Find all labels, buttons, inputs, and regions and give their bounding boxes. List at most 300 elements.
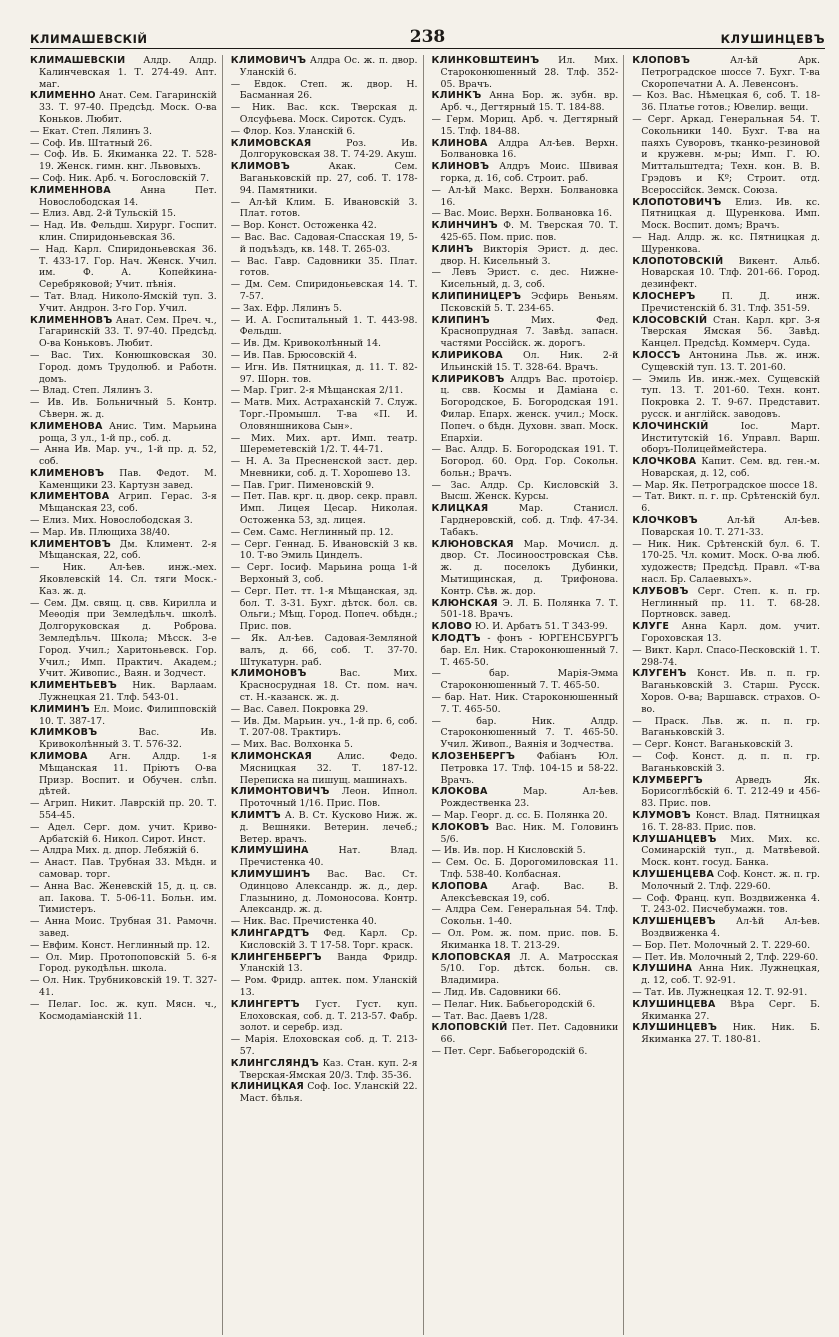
entry-details: Ал-ѣй Ал-ѣев. Поварская 10. Т. 271-33. — [641, 515, 820, 538]
directory-sub-entry — [632, 114, 820, 197]
entry-details: Анна Карл. дом. учит. Гороховская 13. — [641, 621, 820, 645]
directory-entry — [432, 539, 619, 598]
directory-entry — [632, 315, 820, 350]
entry-details: Соф. Ник. Арб. ч. Богословскій 7. — [42, 172, 210, 184]
entry-details: Соф. Ив. Штатный 26. — [42, 137, 153, 149]
directory-entry — [30, 491, 217, 515]
entry-details: Каз. Стан. куп. 2-я Тверская-Ямская 20/3. Тлф. 35-36. — [239, 1057, 418, 1081]
directory-entry — [30, 539, 217, 563]
directory-entry — [432, 621, 619, 633]
entry-details: Анна Моис. Трубная 31. Рамочн. завед. — [39, 916, 217, 939]
entry-details: Э. Л. Б. Полянка 7. Т. 501-18. Врачъ. — [440, 597, 619, 621]
entry-details: Флор. Коз. Уланскій 6. — [243, 125, 356, 137]
entry-details: Вас. Мих. Красносрудная 18. Ст. пом. нач. ст. Н.-казанск. ж. д. — [239, 668, 418, 704]
entry-details: Пелаг. Іос. ж. куп. Мясн. ч., Космодаміанскій 11. — [39, 998, 217, 1022]
directory-entry — [30, 421, 217, 445]
entry-details: Алдра Ал-ѣев. Верхн. Болвановка 16. — [440, 137, 619, 161]
directory-entry — [432, 822, 619, 846]
directory-entry — [231, 845, 418, 869]
directory-sub-entry — [231, 1034, 418, 1058]
directory-sub-entry — [231, 315, 418, 339]
entry-details: Над. Алдр. ж. кс. Пятницкая д. Щуренкова. — [641, 231, 820, 255]
directory-sub-entry — [432, 716, 619, 751]
entry-details: Агрип. Никит. Лаврскій пр. 20. Т. 554-45. — [39, 798, 217, 821]
entry-details: Соф. Ив. Б. Якиманка 22. Т. 528-19. Женск. гимн. кнг. Львовыхъ. — [39, 149, 217, 173]
directory-sub-entry — [231, 633, 418, 668]
directory-entry — [231, 1081, 418, 1105]
directory-sub-entry — [231, 397, 418, 432]
entry-surname: КЛИПИНЪ — [431, 314, 490, 326]
entry-details: Агаф. Вас. В. Алексѣевская 19, соб. — [440, 880, 619, 904]
entry-surname: КЛИРИКОВЪ — [431, 373, 505, 385]
directory-sub-entry — [231, 480, 418, 492]
entry-details: Іос. Март. Институтскій 16. Управл. Варш. оборъ-Полицеймейстера. — [641, 420, 821, 456]
directory-entry — [632, 256, 820, 291]
directory-entry — [632, 421, 820, 456]
entry-surname: КЛУБОВЪ — [632, 585, 689, 597]
entry-details: Евфим. Конст. Неглинный пр. 12. — [42, 939, 211, 951]
entry-surname: КЛИНОВЪ — [431, 161, 490, 173]
entry-details: Мар. Мочисл. д. двор. Ст. Лосиноостровская Сѣв. ж. д. поселокъ Дубинки, Мытищинская, д. Трифонова. Контр. Сѣв. ж. дор. — [440, 538, 619, 597]
directory-entry — [632, 963, 820, 987]
entry-details: бар. Ник. Алдр. Староконюшенный 7. Т. 465-50. Учил. Живоп., Ваянія и Зодчества. — [440, 715, 619, 751]
directory-column-2 — [231, 55, 424, 1335]
directory-entry — [30, 468, 217, 492]
directory-sub-entry — [432, 480, 619, 504]
entry-details: Мих. Фед. Краснопрудная 7. Завѣд. запасн. частями Россійск. ж. дорогъ. — [440, 314, 619, 350]
directory-sub-entry — [231, 975, 418, 999]
entry-details: Коз. Вас. Нѣмецкая 6, соб. Т. 18-36. Платье готов.; Ювелир. вещи. — [641, 90, 821, 114]
entry-details: Ник. Вас. Пречистенка 40. — [243, 916, 377, 928]
entry-details: Ив. Ив. пор. Н Кисловскій 5. — [443, 845, 586, 857]
entry-details: Алис. Федо. Мясницкая 32. Т. 187-12. Переписка на пишущ. машинахъ. — [239, 751, 418, 786]
directory-entry — [632, 350, 820, 374]
entry-surname: КЛУШИНЦЕВА — [632, 998, 716, 1010]
directory-sub-entry — [231, 79, 418, 103]
entry-details: Викент. Альб. Новарская 10. Тлф. 201-66. Город. дезинфект. — [641, 255, 820, 291]
directory-sub-entry — [30, 515, 217, 527]
entry-surname: КЛИМОНОВЪ — [230, 668, 307, 680]
entry-details: Эсфирь Веньям. Псковскій 5. Т. 234-65. — [440, 290, 619, 314]
directory-sub-entry — [231, 562, 418, 586]
entry-surname: КЛИМОВЪ — [230, 161, 291, 173]
entry-details: Ванда Фридр. Уланскій 13. — [239, 951, 418, 975]
directory-entry — [30, 55, 217, 90]
entry-details: Конст. Влад. Пятницкая 16. Т. 28-83. Прис. пов. — [641, 810, 820, 833]
entry-details: Пет. Ив. Молочный 2, Тлф. 229-60. — [644, 951, 819, 963]
entry-details: Елиз. Мих. Новослободская 3. — [42, 515, 193, 527]
directory-entry — [231, 786, 418, 810]
directory-sub-entry — [632, 716, 820, 740]
entry-surname: КЛИМЕННОВА — [30, 184, 111, 196]
entry-details: Влад. Степ. Лялинъ 3. — [42, 385, 153, 397]
entry-surname: КЛОПОВСКІЙ — [431, 1022, 508, 1034]
directory-entry — [432, 244, 619, 268]
directory-entry — [432, 55, 619, 90]
entry-surname: КЛУГЕНЪ — [632, 668, 687, 680]
directory-entry — [432, 161, 619, 185]
directory-entry — [231, 1058, 418, 1082]
entry-surname: КЛОДТЪ — [431, 633, 481, 645]
entry-details: Викторія Эрист. д. дес. двор. Н. Кисельный 3. — [440, 243, 619, 267]
entry-surname: КЛИМЕНОВЪ — [30, 467, 105, 479]
entry-details: Елиз. Ив. кс. Пятницкая д. Щуренкова. Имп. Моск. Воспит. домъ; Врачъ. — [641, 196, 820, 232]
directory-entry — [432, 90, 619, 114]
entry-surname: КЛИЦКАЯ — [431, 503, 489, 515]
directory-sub-entry — [231, 220, 418, 232]
entry-details: Фабіанъ Юл. Петровка 17. Тлф. 104-15 и 58-22. Врачъ. — [440, 751, 619, 786]
directory-sub-entry — [231, 739, 418, 751]
entry-details: Мар. Ал-ѣев. Рождественка 23. — [440, 786, 619, 810]
directory-sub-entry — [30, 527, 217, 539]
directory-sub-entry — [432, 857, 619, 881]
entry-surname: КЛУМБЕРГЪ — [632, 774, 703, 786]
directory-sub-entry — [632, 232, 820, 256]
entry-details: Пелаг. Ник. Бабьегородскій 6. — [443, 998, 596, 1010]
directory-entry — [432, 786, 619, 810]
entry-surname: КЛУШАНЦЕВЪ — [632, 833, 717, 845]
directory-sub-entry — [231, 197, 418, 221]
entry-details: Матв. Мих. Астраханскій 7. Служ. Торг.-Промышл. Т-ва «П. И. Оловяншникова Сын». — [239, 397, 418, 432]
entry-surname: КЛОССЪ — [632, 349, 681, 361]
entry-details: Ник. Варлаам. Лужнецкая 21. Тлф. 543-01. — [39, 680, 217, 704]
entry-surname: КЛИМОВСКАЯ — [230, 137, 312, 149]
entry-details: Вѣра Серг. Б. Якиманка 27. — [641, 998, 820, 1022]
entry-details: Вас. Ник. М. Головинъ 5/6. — [440, 821, 619, 845]
entry-details: Арведъ Як. Борисоглѣбскій 6. Т. 212-49 и 456-83. Прис. пов. — [641, 774, 820, 810]
directory-sub-entry — [30, 149, 217, 173]
entry-surname: КЛИМЕННОВЪ — [30, 314, 113, 326]
directory-sub-entry — [432, 208, 619, 220]
entry-details: Агн. Алдр. 1-я Мѣщанская 11. Пріютъ О-ва Призр. Воспит. и Обучен. слѣп. дѣтей. — [39, 751, 217, 798]
entry-details: Евдок. Степ. ж. двор. Н. Басманная 26. — [239, 78, 418, 102]
entry-details: Пет. Пет. Садовники 66. — [440, 1022, 619, 1046]
entry-details: Адел. Серг. дом. учит. Криво-Арбатскій 6. Никол. Сирот. Инст. — [39, 821, 217, 845]
entry-details: Вас. Вас. Ст. Одинцово Александр. ж. д., дер. Глазынино, д. Ломоносова. Контр. Александр. ж. д. — [239, 868, 418, 916]
entry-details: Анис. Тим. Марьина роща, 3 ул., 1-й пр., соб. д. — [39, 420, 217, 444]
entry-details: Соф. Конст. ж. п. гр. Молочный 2. Тлф. 229-60. — [641, 868, 820, 892]
entry-surname: КЛИМУШИНА — [230, 845, 309, 857]
entry-details: Алдра Сем. Генеральная 54. Тлф. Сокольн. 1-40. — [440, 904, 619, 928]
entry-details: Ал-ѣй Арк. Петроградское шоссе 7. Бухг. Т-ва Скоропечатни А. А. Левенсонъ. — [641, 55, 821, 90]
directory-sub-entry — [30, 126, 217, 138]
entry-details: Ив. Дм. Марьин. уч., 1-й пр. 6, соб. Т. 207-08. Трактиръ. — [239, 715, 418, 739]
directory-sub-entry — [632, 491, 820, 515]
entry-details: Анна Вас. Женевскій 15, д. ц. св. ап. Іакова. Т. 5-06-11. Больн. им. Тимистеръ. — [39, 880, 217, 916]
header-left-guide-word: КЛИМАШЕВСКІЙ — [30, 32, 148, 46]
entry-details: Вас. Алдр. Б. Богородская 191. Т. Богород. 60. Орд. Гор. Сокольн. больн.; Врачъ. — [440, 444, 619, 479]
directory-sub-entry — [30, 975, 217, 999]
entry-details: Екат. Степ. Лялинъ 3. — [42, 125, 152, 137]
directory-sub-entry — [432, 987, 619, 999]
entry-surname: КЛИНЧИНЪ — [431, 220, 498, 232]
directory-entry — [432, 503, 619, 538]
entry-details: Серг. Степ. к. п. гр. Неглинный пр. 11. Т. 68-28. Портновск. завед. — [641, 585, 820, 621]
directory-sub-entry — [432, 185, 619, 209]
entry-surname: КЛОПОВА — [431, 880, 488, 892]
entry-details: Стан. Карл. крг. 3-я Тверская Ямская 56. Завѣд. Канцел. Предсѣд. Коммерч. Суда. — [641, 314, 821, 350]
entry-details: Агрип. Герас. 3-я Мѣщанская 23, соб. — [39, 491, 217, 515]
entry-details: Пет. Серг. Бабьегородскій 6. — [443, 1045, 588, 1057]
entry-surname: КЛОКОВЪ — [431, 821, 490, 833]
directory-sub-entry — [30, 822, 217, 846]
directory-entry — [231, 928, 418, 952]
directory-entry — [432, 138, 619, 162]
entry-details: Ив. Пав. Брюсовскій 4. — [243, 349, 358, 361]
entry-details: Соф. Франц. куп. Воздвиженка 4. Т. 243-02. Писчебумажн. тов. — [641, 892, 820, 916]
directory-entry — [432, 315, 619, 350]
entry-surname: КЛИРИКОВА — [431, 349, 503, 361]
entry-details: Вор. Конст. Остоженка 42. — [243, 220, 377, 232]
entry-details: Соф. Іос. Уланскій 22. Маст. бѣлья. — [239, 1081, 418, 1105]
entry-details: Ив. Дм. Кривоколѣнный 14. — [243, 338, 382, 350]
directory-sub-entry — [231, 916, 418, 928]
entry-details: Серг. Пет. тт. 1-я Мѣщанская, зд. бол. Т. 3-31. Бухг. дѣтск. бол. св. Ольги.; Мѣщ. Город. Попеч. обѣдн.; Прис. пов. — [239, 585, 418, 633]
entry-details: Як. Ал-ѣев. Садовая-Земляной валъ, д. 66, соб. Т. 37-70. Штукатурн. раб. — [239, 633, 418, 668]
entry-surname: КЛИНКОВШТЕЙНЪ — [431, 55, 540, 66]
directory-sub-entry — [30, 598, 217, 681]
directory-sub-entry — [432, 999, 619, 1011]
directory-sub-entry — [30, 385, 217, 397]
entry-details: Левъ Эрист. с. дес. Нижне-Кисельный, д. 3, соб. — [440, 267, 619, 291]
directory-entry — [632, 291, 820, 315]
directory-sub-entry — [632, 952, 820, 964]
directory-entry — [231, 138, 418, 162]
entry-details: Мар. Григ. 2-я Мѣщанская 2/11. — [243, 385, 404, 397]
entry-details: бар. Марія-Эмма Староконюшенный 7. Т. 465-50. — [440, 668, 619, 692]
directory-sub-entry — [30, 173, 217, 185]
directory-entry — [30, 727, 217, 751]
directory-entry — [231, 161, 418, 196]
entry-details: Эмиль Ив. инж.-мех. Сущевскій туп. 13. Т. 201-60. Техн. конт. Покровка 2. Т. 9-67. Представит. русск. и англійск. заводовъ. — [641, 373, 820, 420]
directory-entry — [632, 775, 820, 810]
directory-entry — [30, 704, 217, 728]
entry-surname: КЛОКОВА — [431, 786, 488, 798]
entry-surname: КЛОЗЕНБЕРГЪ — [431, 751, 516, 763]
entry-surname: КЛУМОВЪ — [632, 810, 691, 821]
directory-sub-entry — [432, 810, 619, 822]
directory-entry — [432, 374, 619, 445]
directory-sub-entry — [30, 999, 217, 1023]
entry-surname: КЛОПОВЪ — [632, 55, 691, 66]
entry-surname: КЛИМОВА — [30, 751, 88, 763]
directory-sub-entry — [30, 220, 217, 244]
directory-entry — [432, 952, 619, 987]
directory-sub-entry — [632, 987, 820, 999]
entry-surname: КЛИМОНСКАЯ — [230, 751, 313, 763]
entry-surname: КЛИМИНЪ — [30, 703, 90, 715]
entry-details: Мих. Мих. арт. Имп. театр. Шереметевскій 1/2. Т. 44-71. — [239, 432, 418, 456]
entry-details: Вас. Ив. Кривоколѣнный 3. Т. 576-32. — [39, 727, 217, 751]
entry-details: Анна Ник. Лужнецкая, д. 12, соб. Т. 92-91. — [641, 963, 820, 987]
entry-details: Пав. Григ. Пименовскій 9. — [243, 479, 375, 491]
entry-details: Сем. Самс. Неглинный пр. 12. — [243, 526, 394, 538]
directory-entry — [231, 810, 418, 845]
directory-entry — [30, 315, 217, 350]
entry-details: Ал-ѣй Макс. Верхн. Болвановка 16. — [440, 184, 619, 208]
entry-details: Ел. Моис. Филипповскій 10. Т. 387-17. — [39, 703, 217, 727]
entry-details: Капит. Сем. вд. ген.-м. Новарская, д. 12, соб. — [641, 456, 820, 479]
directory-sub-entry — [632, 480, 820, 492]
entry-surname: КЛОЧКОВА — [632, 456, 697, 468]
entry-details: А. В. Ст. Кусково Ниж. ж. д. Вешняки. Ветерин. лечеб.; Ветер. врачъ. — [239, 810, 418, 845]
directory-sub-entry — [231, 716, 418, 740]
directory-sub-entry — [432, 845, 619, 857]
entry-details: Густ. Густ. куп. Елоховская, соб. д. Т. 213-57. Фабр. золот. и серебр. изд. — [239, 998, 418, 1034]
directory-entry — [632, 1022, 820, 1046]
directory-sub-entry — [632, 893, 820, 917]
entry-details: Мар. Георг. д. сс. Б. Полянка 20. — [443, 810, 608, 821]
page-header — [30, 26, 825, 49]
directory-sub-entry — [231, 456, 418, 480]
directory-entry — [432, 633, 619, 668]
directory-entry — [632, 456, 820, 480]
directory-sub-entry — [632, 374, 820, 421]
directory-column-3 — [432, 55, 625, 1335]
directory-entry — [30, 680, 217, 704]
directory-sub-entry — [632, 751, 820, 775]
directory-entry — [30, 751, 217, 798]
entry-surname: КЛОСОВСКІЙ — [632, 314, 708, 326]
entry-details: Пав. Федот. М. Каменщики 23. Картузн завед. — [39, 467, 217, 491]
entry-details: Тат. Ив. Лужнецкая 12. Т. 92-91. — [644, 986, 808, 998]
entry-details: Серг. Іосиф. Марьина роща 1-й Верхоный 3, соб. — [239, 562, 418, 586]
entry-details: Анат. Сем. Гагаринскій 33. Т. 97-40. Предсѣд. Моск. О-ва Коньков. Любит. — [39, 90, 217, 125]
entry-surname: КЛУШИНЦЕВЪ — [632, 1022, 718, 1034]
directory-entry — [432, 881, 619, 905]
entry-details: Мих. Мих. кс. Соминарскій туп., д. Матвѣевой. Моск. конт. госуд. Банка. — [641, 833, 821, 869]
directory-entry — [231, 869, 418, 916]
directory-entry — [632, 55, 820, 90]
entry-details: Анат. Сем. Преч. ч., Гагаринскій 33. Т. 97-40. Предсѣд. О-ва Коньковъ. Любит. — [39, 314, 217, 350]
entry-details: Тат. Влад. Николо-Ямскій туп. 3. Учит. Андрон. 3-го Гор. Учил. — [39, 290, 217, 314]
directory-sub-entry — [432, 444, 619, 479]
directory-entry — [632, 999, 820, 1023]
entry-details: Ив. Ив. Больничный 5. Контр. Сѣверн. ж. д. — [39, 397, 217, 420]
directory-sub-entry — [231, 126, 418, 138]
directory-sub-entry — [632, 739, 820, 751]
entry-details: Мар. Ив. Плющиха 38/40. — [42, 526, 171, 538]
directory-entry — [632, 834, 820, 869]
directory-sub-entry — [231, 704, 418, 716]
entry-details: Лид. Ив. Садовники 66. — [443, 986, 562, 998]
directory-sub-entry — [231, 102, 418, 126]
entry-details: Анна Пет. Новослободская 14. — [39, 184, 217, 208]
directory-sub-entry — [632, 539, 820, 586]
entry-details: Алдра Мих. д. дпор. Лебяжій 6. — [42, 845, 199, 857]
entry-surname: КЛУШИНА — [632, 963, 693, 975]
directory-entry — [432, 220, 619, 244]
directory-entry — [632, 515, 820, 539]
entry-details: Марія. Елоховская соб. д. Т. 213-57. — [239, 1034, 418, 1057]
entry-details: Ник. Ал-ѣев. инж.-мех. Яковлевскій 14. Сл. тяги Моск.-Каз. ж. д. — [39, 562, 217, 597]
entry-surname: КЛИНИЦКАЯ — [230, 1081, 305, 1093]
entry-details: Тат. Вас. Даевъ 1/28. — [443, 1010, 548, 1022]
entry-details: Серг. Конст. Ваганьковскій 3. — [644, 739, 794, 751]
entry-details: Мар. Станисл. Гарднеровскій, соб. д. Тлф. 47-34. Табакъ. — [440, 503, 619, 538]
entry-details: Алдр. Алдр. Калинчевская 1. Т. 274-49. Апт. маг. — [39, 55, 217, 90]
entry-details: - фонъ - ЮРГЕНСБУРГЪ бар. Ел. Ник. Староконюшенный 7. Т. 465-50. — [440, 633, 619, 668]
entry-details: Н. А. За Пресненской заст. дер. Мневники, соб. д. Т. Хорошево 13. — [239, 456, 418, 479]
entry-details: Серг. Геннад. Б. Ивановскій 3 кв. 10. Т-во Эмиль Цинделъ. — [239, 538, 418, 562]
entry-surname: КЛИНГЕНБЕРГЪ — [230, 951, 322, 963]
directory-sub-entry — [231, 433, 418, 457]
entry-details: Сем. Ос. Б. Дорогомиловская 11. Тлф. 538-40. Колбасная. — [440, 857, 619, 880]
entry-surname: КЛИМОНТОВИЧЪ — [230, 786, 330, 798]
directory-sub-entry — [231, 350, 418, 362]
directory-sub-entry — [231, 527, 418, 539]
entry-details: Пет. Пав. крг. ц. двор. секр. правл. Имп. Лицея Цесар. Николая. Остоженка 53, зд. лицея. — [239, 491, 418, 527]
directory-sub-entry — [30, 798, 217, 822]
entry-details: Фед. Карл. Ср. Кисловскій 3. Т 17-58. Торг. краск. — [239, 927, 418, 951]
directory-entry — [432, 598, 619, 622]
entry-details: Алдръ Моис. Швивая горка, д. 16, соб. Строит. раб. — [440, 161, 619, 184]
entry-details: Бор. Пет. Молочный 2. Т. 229-60. — [644, 939, 811, 951]
directory-entry — [30, 90, 217, 125]
entry-details: Дм. Климент. 2-я Мѣщанская, 22, соб. — [39, 538, 217, 562]
directory-entry — [231, 668, 418, 703]
directory-sub-entry — [30, 138, 217, 150]
entry-surname: КЛУШЕНЦЕВЪ — [632, 916, 716, 928]
entry-surname: КЛИНГЕРТЪ — [230, 998, 300, 1010]
entry-details: Над. Ив. Фельдш. Хирург. Госпит. клин. Спиридоньевская 36. — [39, 220, 217, 243]
entry-details: Дм. Сем. Спиридоньевская 14. Т. 7-57. — [239, 279, 418, 302]
entry-surname: КЛУГЕ — [632, 621, 670, 633]
directory-sub-entry — [30, 208, 217, 220]
directory-sub-entry — [231, 586, 418, 633]
entry-details: И. А. Госпитальный 1. Т. 443-98. Фельдш. — [239, 314, 418, 338]
entry-details: Герм. Мориц. Арб. ч. Дегтярный 15. Тлф. 184-88. — [440, 113, 619, 137]
entry-details: Соф. Конст. д. п. п. гр. Ваганьковскій 3. — [641, 751, 820, 774]
directory-sub-entry — [30, 940, 217, 952]
entry-details: Ал-ѣй Клим. Б. Ивановскій 3. Плат. готов. — [239, 196, 418, 220]
entry-details: Праск. Льв. ж. п. п. гр. Ваганьковскій 3. — [641, 715, 820, 739]
directory-sub-entry — [30, 397, 217, 421]
entry-surname: КЛИМТЪ — [230, 810, 281, 821]
directory-entry — [632, 869, 820, 893]
header-right-guide-word: КЛУШИНЦЕВЪ — [720, 32, 825, 46]
entry-details: бар. Нат. Ник. Староконюшенный 7. Т. 465-50. — [440, 692, 619, 715]
entry-details: Анна Бор. ж. зубн. вр. Арб. ч., Дегтярный 15. Т. 184-88. — [440, 90, 619, 114]
entry-details: Тат. Викт. п. г. пр. Срѣтенскій бул. 6. — [641, 491, 820, 515]
directory-sub-entry — [30, 562, 217, 597]
entry-surname: КЛЮНСКАЯ — [431, 597, 498, 609]
entry-surname: КЛИМЕНОВА — [30, 420, 103, 432]
entry-details: Ал-ѣй Ал-ѣев. Воздвиженка 4. — [641, 916, 820, 939]
entry-details: Ол. Ром. ж. пом. прис. пов. Б. Якиманка 18. Т. 213-29. — [440, 927, 619, 951]
directory-entry — [231, 952, 418, 976]
entry-details: Вас. Гавр. Садовники 35. Плат. готов. — [239, 255, 418, 279]
entry-details: Над. Карл. Спиридоньевская 36. Т. 433-17. Гор. Нач. Женск. Учил. им. Ф. А. Копейкина-Серебряковой; Учит. пѣнія. — [39, 243, 217, 291]
entry-details: П. Д. инж. Пречистенскій б. 31. Тлф. 351-59. — [641, 290, 820, 314]
entry-details: Мих. Вас. Волхонка 5. — [243, 739, 353, 751]
directory-entry — [30, 185, 217, 209]
page-number: 238 — [409, 27, 446, 47]
directory-sub-entry — [432, 928, 619, 952]
entry-details: Акак. Сем. Ваганьковскій пр. 27, соб. Т. 178-94. Памятники. — [239, 161, 418, 196]
directory-entry — [432, 350, 619, 374]
directory-sub-entry — [632, 940, 820, 952]
directory-sub-entry — [30, 444, 217, 468]
directory-sub-entry — [30, 244, 217, 291]
entry-surname: КЛИМОВИЧЪ — [230, 55, 307, 66]
entry-surname: КЛИМЕНТОВЪ — [30, 538, 111, 550]
entry-surname: КЛИНЪ — [431, 243, 474, 255]
entry-surname: КЛЮНОВСКАЯ — [431, 538, 514, 550]
entry-surname: КЛУШЕНЦЕВА — [632, 868, 715, 880]
entry-details: Елиз. Авд. 2-й Тульскій 15. — [42, 208, 177, 220]
entry-details: Ил. Мих. Староконюшенный 28. Тлф. 352-05. Врачъ. — [440, 55, 619, 90]
